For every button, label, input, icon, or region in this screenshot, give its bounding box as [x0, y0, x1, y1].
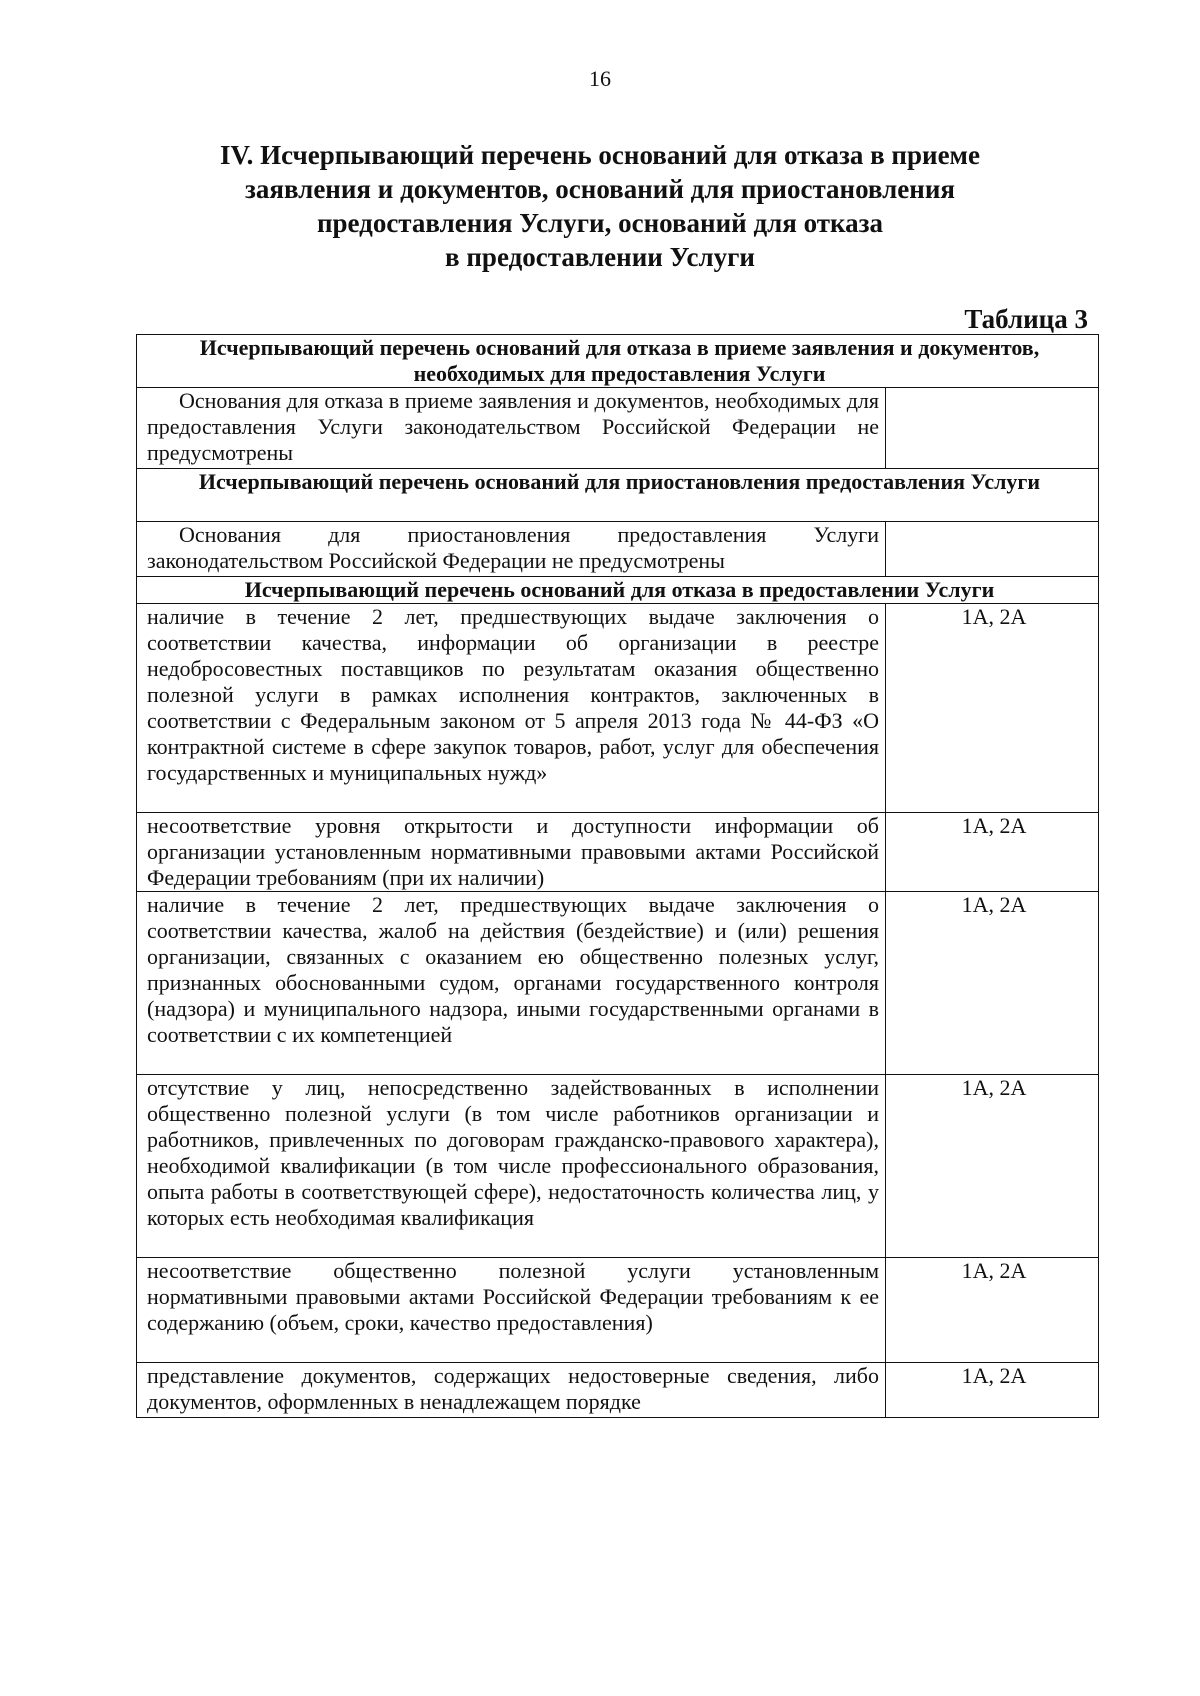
table-row — [137, 1258, 1099, 1363]
table-row — [137, 813, 1099, 892]
table-row — [137, 522, 1099, 577]
ground-code: 1А, 2А — [886, 813, 1099, 892]
ground-text: отсутствие у лиц, непосредственно задействованных в исполнении общественно полезной услуги (в том числе работников организации и работников, привлеченных по договорам гражданско-правового характера), необходимой квалификации (в том числе профессионального образования, опыта работы в соответствующей сфере), недостаточность количества лиц, у которых есть необходимая квалификация — [137, 1075, 886, 1258]
ground-text: наличие в течение 2 лет, предшествующих выдаче заключения о соответствии качества, жалоб на действия (бездействие) и (или) решения организации, связанных с оказанием ею общественно полезных услуг, признанных обоснованными судом, органами государственного контроля (надзора) и муниципального надзора, иными государственными органами в соответствии с их компетенцией — [137, 892, 886, 1075]
ground-code — [886, 388, 1099, 469]
heading-line: в предоставлении Услуги — [445, 242, 755, 272]
section-heading — [150, 138, 1050, 274]
ground-text: несоответствие общественно полезной услуги установленным нормативными правовыми актами Российской Федерации требованиям к ее содержанию (объем, сроки, качество предоставления) — [137, 1258, 886, 1363]
ground-code — [886, 522, 1099, 577]
section-title: Исчерпывающий перечень оснований для приостановления предоставления Услуги — [137, 469, 1099, 522]
ground-text: представление документов, содержащих недостоверные сведения, либо документов, оформленных в ненадлежащем порядке — [137, 1363, 886, 1418]
ground-code: 1А, 2А — [886, 1258, 1099, 1363]
ground-code: 1А, 2А — [886, 892, 1099, 1075]
ground-text: Основания для приостановления предоставления Услуги законодательством Российской Федерации не предусмотрены — [137, 522, 886, 577]
table-row — [137, 1075, 1099, 1258]
ground-code: 1А, 2А — [886, 604, 1099, 813]
section-title: Исчерпывающий перечень оснований для отказа в приеме заявления и документов, необходимых для предоставления Услуги — [137, 335, 1099, 388]
table-row — [137, 1363, 1099, 1418]
table-row — [137, 604, 1099, 813]
section-header-row — [137, 577, 1099, 604]
ground-text: Основания для отказа в приеме заявления и документов, необходимых для предоставления Услуги законодательством Российской Федерации не предусмотрены — [137, 388, 886, 469]
ground-code: 1А, 2А — [886, 1363, 1099, 1418]
section-header-row — [137, 335, 1099, 388]
section-header-row — [137, 469, 1099, 522]
heading-line: предоставления Услуги, оснований для отказа — [316, 208, 884, 238]
table-row — [137, 388, 1099, 469]
heading-line: IV. Исчерпывающий перечень оснований для отказа в приеме — [220, 140, 980, 170]
table-caption: Таблица 3 — [964, 304, 1088, 334]
grounds-table — [136, 334, 1099, 1418]
section-title: Исчерпывающий перечень оснований для отказа в предоставлении Услуги — [137, 577, 1099, 604]
ground-text: несоответствие уровня открытости и доступности информации об организации установленным нормативными правовыми актами Российской Федерации требованиям (при их наличии) — [137, 813, 886, 892]
page-number: 16 — [589, 66, 611, 91]
ground-text: наличие в течение 2 лет, предшествующих выдаче заключения о соответствии качества, информации об организации в реестре недобросовестных поставщиков по результатам оказания общественно полезной услуги в рамках исполнения контрактов, заключенных в соответствии с Федеральным законом от 5 апреля 2013 года № 44-ФЗ «О контрактной системе в сфере закупок товаров, работ, услуг для обеспечения государственных и муниципальных нужд» — [137, 604, 886, 813]
ground-code: 1А, 2А — [886, 1075, 1099, 1258]
table-row — [137, 892, 1099, 1075]
heading-line: заявления и документов, оснований для приостановления — [244, 174, 955, 204]
